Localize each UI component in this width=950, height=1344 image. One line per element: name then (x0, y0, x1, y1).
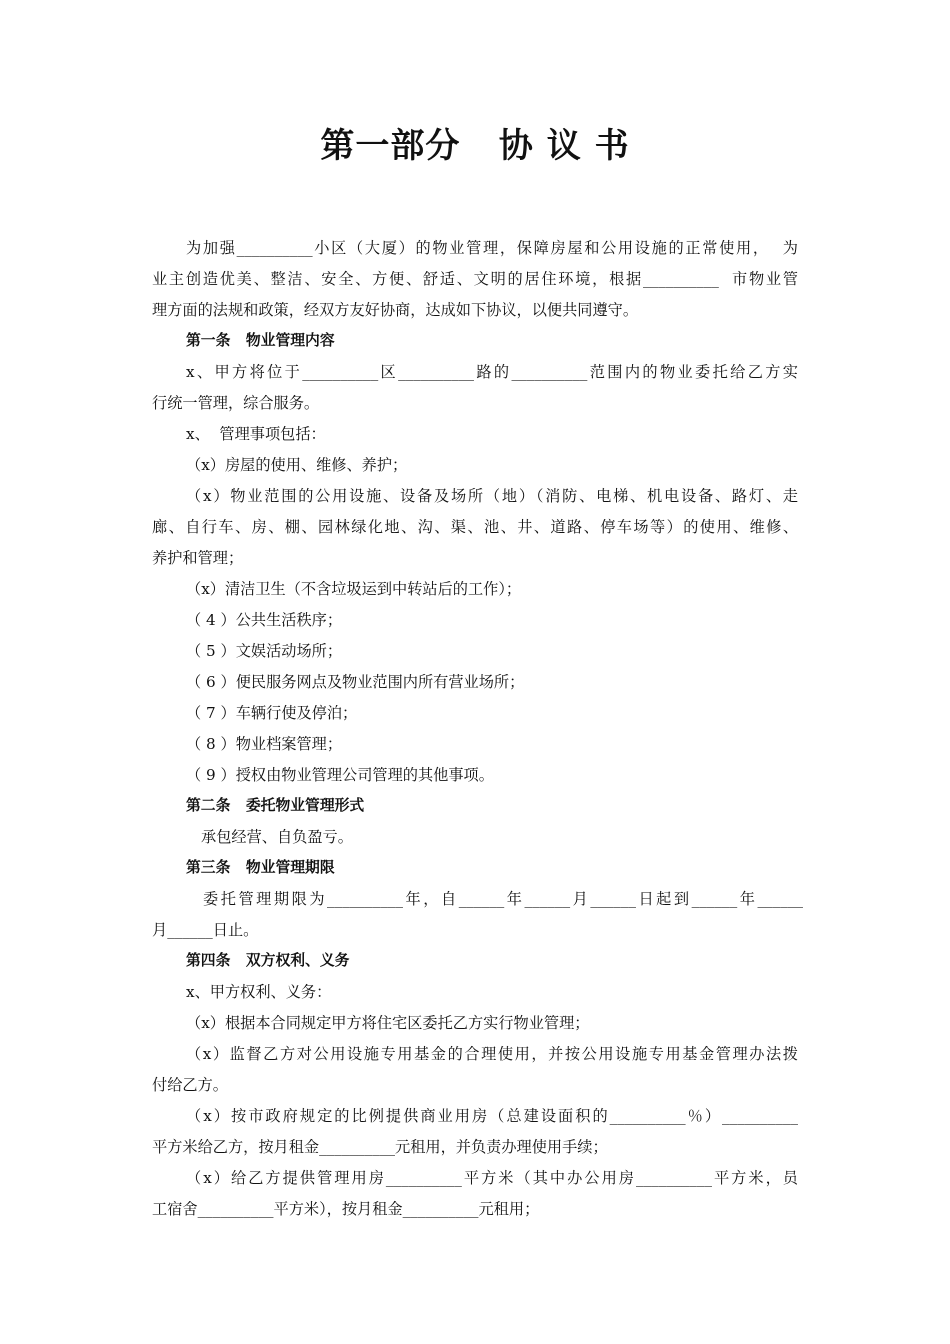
article-1-item-2-line-1: （x）物业范围的公用设施、设备及场所（地）（消防、电梯、机电设备、路灯、走 (186, 487, 798, 505)
article-2-line-1: 承包经营、自负盈亏。 (201, 828, 353, 846)
article-3-line-2: 月______日止。 (152, 921, 259, 939)
article-4-item-2-line-2: 付给乙方。 (152, 1076, 228, 1094)
article-1-item-8: （ 8 ）物业档案管理； (186, 735, 343, 753)
article-1-item-4: （ 4 ）公共生活秩序； (186, 611, 343, 629)
intro-line-2: 业主创造优美、整洁、安全、方便、舒适、文明的居住环境，根据__________ 市物业管 (152, 270, 798, 288)
intro-line-1: 为加强__________小区（大厦）的物业管理，保障房屋和公用设施的正常使用， 为 (186, 239, 798, 257)
article-4-item-3-line-1: （x）按市政府规定的比例提供商业用房（总建设面积的__________％）__________ (186, 1107, 798, 1125)
article-1-line-1: x、甲方将位于__________区__________路的__________范围内的物业委托给乙方实 (186, 363, 798, 381)
article-4-item-3-line-2: 平方米给乙方，按月租金__________元租用，并负责办理使用手续； (152, 1138, 608, 1156)
article-1-item-2-line-2: 廊、自行车、房、棚、园林绿化地、沟、渠、池、井、道路、停车场等）的使用、维修、 (152, 518, 798, 536)
article-1-item-9: （ 9 ）授权由物业管理公司管理的其他事项。 (186, 766, 494, 784)
intro-line-3: 理方面的法规和政策，经双方友好协商，达成如下协议，以便共同遵守。 (152, 301, 638, 319)
document-title: 第一部分 协 议 书 (320, 126, 630, 166)
article-4-heading: 第四条 双方权利、义务 (186, 952, 350, 969)
article-1-heading: 第一条 物业管理内容 (186, 332, 335, 349)
article-1-item-2-line-3: 养护和管理； (152, 549, 244, 567)
article-1-item-1: （x）房屋的使用、维修、养护； (186, 456, 408, 474)
article-1-item-5: （ 5 ）文娱活动场所； (186, 642, 343, 660)
article-3-heading: 第三条 物业管理期限 (186, 859, 335, 876)
article-1-item-3: （x）清洁卫生（不含垃圾运到中转站后的工作）； (186, 580, 522, 598)
article-4-item-2-line-1: （x）监督乙方对公用设施专用基金的合理使用，并按公用设施专用基金管理办法拨 (186, 1045, 798, 1063)
article-4-item-4-line-1: （x）给乙方提供管理用房__________平方米（其中办公用房__________平方米，员 (186, 1169, 798, 1187)
article-4-item-4-line-2: 工宿舍__________平方米），按月租金__________元租用； (152, 1200, 540, 1218)
article-1-item-7: （ 7 ）车辆行使及停泊； (186, 704, 358, 722)
article-3-line-1: 委托管理期限为__________年，自______年______月______日起到______年______ (203, 890, 803, 908)
article-4-item-1: （x）根据本合同规定甲方将住宅区委托乙方实行物业管理； (186, 1014, 590, 1032)
article-1-line-3: x、 管理事项包括： (186, 425, 326, 443)
article-1-item-6: （ 6 ）便民服务网点及物业范围内所有营业场所； (186, 673, 525, 691)
article-2-heading: 第二条 委托物业管理形式 (186, 797, 365, 814)
article-4-line-1: x、甲方权利、义务： (186, 983, 332, 1001)
article-1-line-2: 行统一管理，综合服务。 (152, 394, 320, 412)
